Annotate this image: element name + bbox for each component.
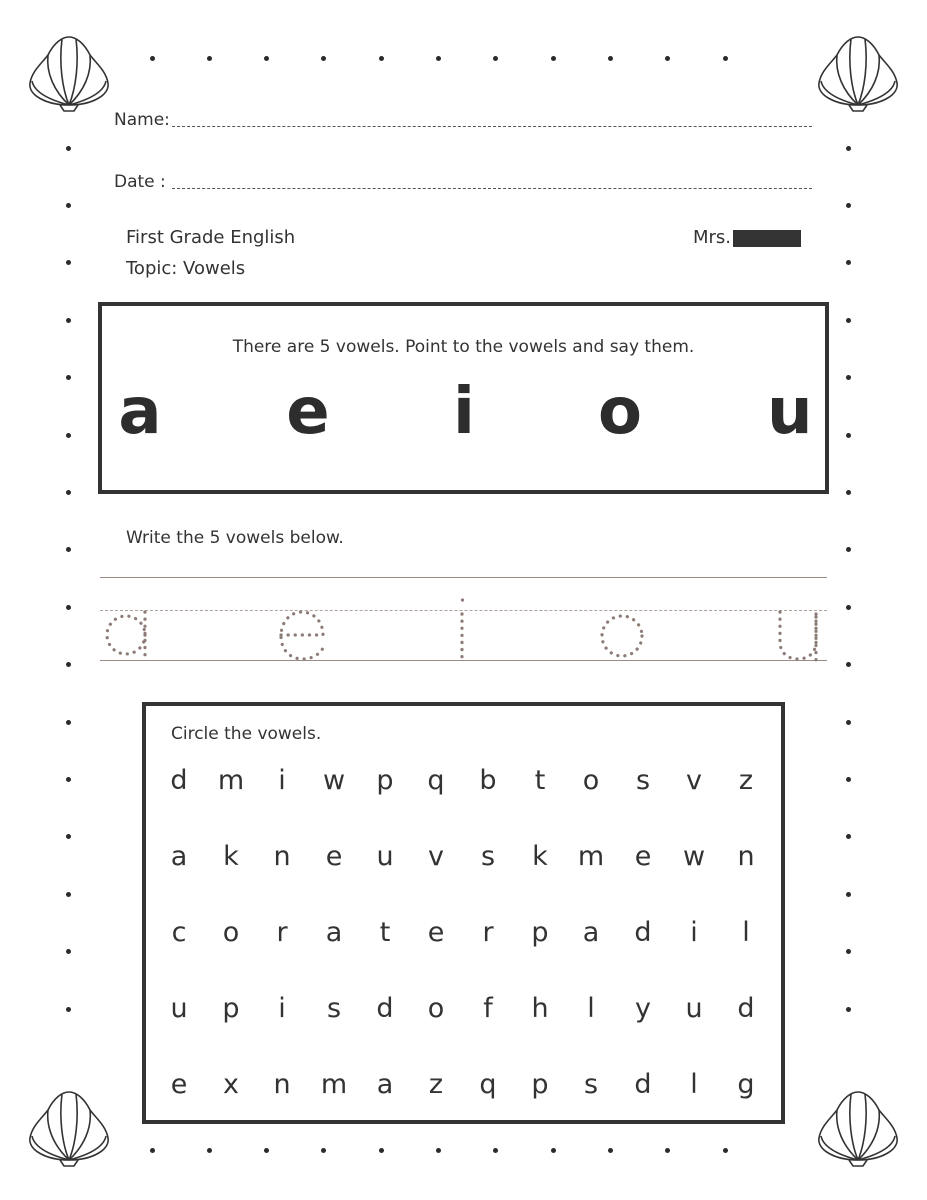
grid-letter[interactable]: e <box>634 841 652 872</box>
grid-letter[interactable]: r <box>276 917 288 948</box>
grid-letter[interactable]: s <box>326 993 342 1024</box>
grid-letter[interactable]: s <box>635 765 651 796</box>
border-dot <box>846 720 851 725</box>
trace-instruction: Write the 5 vowels below. <box>126 528 344 548</box>
grid-letter[interactable]: m <box>217 765 245 796</box>
grid-letter[interactable]: p <box>531 917 549 948</box>
grid-letter[interactable]: i <box>278 765 286 796</box>
border-dot <box>264 1148 269 1153</box>
grid-letter[interactable]: d <box>634 1069 652 1100</box>
grid-letter[interactable]: a <box>582 917 600 948</box>
grid-letter[interactable]: d <box>170 765 188 796</box>
grid-letter[interactable]: y <box>635 993 651 1024</box>
grid-letter[interactable]: o <box>222 917 240 948</box>
grid-letter[interactable]: l <box>742 917 750 948</box>
grid-letter[interactable]: s <box>583 1069 599 1100</box>
name-label: Name: <box>114 110 170 130</box>
border-dot <box>66 1007 71 1012</box>
grid-letter[interactable]: p <box>531 1069 549 1100</box>
vowel-e: e <box>286 375 330 449</box>
grid-letter[interactable]: q <box>479 1069 497 1100</box>
grid-letter[interactable]: z <box>428 1069 444 1100</box>
vowel-i: i <box>453 375 475 449</box>
grid-letter[interactable]: f <box>483 993 493 1024</box>
grid-letter[interactable]: e <box>325 841 343 872</box>
grid-letter[interactable]: v <box>686 765 702 796</box>
grid-letter[interactable]: o <box>427 993 445 1024</box>
border-dot <box>66 777 71 782</box>
border-dot <box>150 1148 155 1153</box>
grid-letter[interactable]: w <box>682 841 706 872</box>
grid-letter[interactable]: n <box>273 841 291 872</box>
grid-letter[interactable]: d <box>634 917 652 948</box>
border-dot <box>379 1148 384 1153</box>
grid-letter[interactable]: o <box>582 765 600 796</box>
grid-letter[interactable]: m <box>320 1069 348 1100</box>
border-dot <box>846 949 851 954</box>
border-dot <box>66 720 71 725</box>
grid-letter[interactable]: e <box>427 917 445 948</box>
grid-letter[interactable]: l <box>690 1069 698 1100</box>
date-label: Date : <box>114 172 166 192</box>
border-dot <box>493 1148 498 1153</box>
border-dot <box>846 834 851 839</box>
grid-letter[interactable]: p <box>222 993 240 1024</box>
grid-letter[interactable]: c <box>171 917 187 948</box>
grid-letter[interactable]: t <box>534 765 546 796</box>
grid-letter[interactable]: a <box>170 841 188 872</box>
grid-letter[interactable]: e <box>170 1069 188 1100</box>
circle-instruction: Circle the vowels. <box>171 724 322 744</box>
border-dot <box>608 1148 613 1153</box>
border-dot <box>665 1148 670 1153</box>
border-dot <box>66 834 71 839</box>
grid-letter[interactable]: u <box>376 841 394 872</box>
grid-letter[interactable]: l <box>587 993 595 1024</box>
teacher-prefix: Mrs. <box>693 227 732 248</box>
grid-letter[interactable]: a <box>376 1069 394 1100</box>
border-dot <box>436 1148 441 1153</box>
grid-letter[interactable]: t <box>379 917 391 948</box>
border-dot <box>846 892 851 897</box>
topic-title: Topic: Vowels <box>126 258 246 279</box>
border-dot <box>321 1148 326 1153</box>
grid-letter[interactable]: n <box>737 841 755 872</box>
grid-letter[interactable]: z <box>738 765 754 796</box>
shell-icon <box>815 1088 901 1168</box>
vowel-u: u <box>767 375 813 449</box>
border-dot <box>723 1148 728 1153</box>
border-dot <box>551 1148 556 1153</box>
shell-icon <box>26 1088 112 1168</box>
grid-letter[interactable]: b <box>479 765 497 796</box>
vowel-box-instruction: There are 5 vowels. Point to the vowels and say them. <box>232 337 695 357</box>
border-dot <box>207 1148 212 1153</box>
border-dot <box>66 949 71 954</box>
grid-letter[interactable]: p <box>376 765 394 796</box>
grid-letter[interactable]: i <box>278 993 286 1024</box>
grid-letter[interactable]: q <box>427 765 445 796</box>
border-dot <box>846 1007 851 1012</box>
grid-letter[interactable]: i <box>690 917 698 948</box>
grid-letter[interactable]: g <box>737 1069 755 1100</box>
grid-letter[interactable]: m <box>577 841 605 872</box>
grid-letter[interactable]: w <box>322 765 346 796</box>
course-title: First Grade English <box>126 227 296 248</box>
grid-letter[interactable]: x <box>223 1069 239 1100</box>
grid-letter[interactable]: k <box>532 841 548 872</box>
grid-letter[interactable]: a <box>325 917 343 948</box>
grid-letter[interactable]: k <box>223 841 239 872</box>
grid-letter[interactable]: s <box>480 841 496 872</box>
grid-letter[interactable]: d <box>376 993 394 1024</box>
border-dot <box>66 892 71 897</box>
grid-letter[interactable]: u <box>685 993 703 1024</box>
grid-letter[interactable]: h <box>531 993 549 1024</box>
grid-letter[interactable]: d <box>737 993 755 1024</box>
grid-letter[interactable]: u <box>170 993 188 1024</box>
border-dot <box>846 777 851 782</box>
vowel-a: a <box>118 375 162 449</box>
vowel-o: o <box>598 375 642 449</box>
grid-letter[interactable]: v <box>428 841 444 872</box>
grid-letter[interactable]: n <box>273 1069 291 1100</box>
grid-letter[interactable]: r <box>482 917 494 948</box>
